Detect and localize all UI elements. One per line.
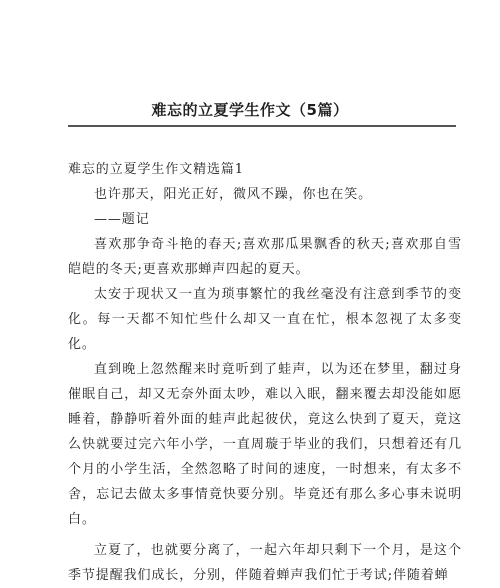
paragraph: 也许那天，阳光正好，微风不躁，你也在笑。: [94, 187, 373, 202]
paragraph: 立夏了，也就要分离了，一起六年却只剩下一个月，是这个季节提醒我们成长，分别，伴随着蝉声我们忙于考试;伴随着蝉: [68, 543, 462, 583]
paragraph: 直到晚上忽然醒来时竟听到了蛙声，以为还在梦里，翻过身催眠自己，却又无奈外面太吵，难以入眠，翻来覆去却没能如愿睡着，静静听着外面的蛙声此起彼伏，竟这么快到了夏天，竟这么快就要过完六年小学，一直周璇于毕业的我们，只想着还有几个月的小学生活，全然忽略了时间的速度，一时想来，有太多不舍，忘记去做太多事情竟快要分别。毕竟还有那么多心事未说明白。: [68, 362, 462, 527]
section-heading: 难忘的立夏学生作文精选篇1: [68, 162, 244, 177]
paragraph: 喜欢那争奇斗艳的春天;喜欢那瓜果飘香的秋天;喜欢那自雪皑皑的冬天;更喜欢那蝉声四起的夏天。: [68, 237, 462, 277]
document-body: [68, 157, 462, 588]
title-divider: [68, 125, 456, 127]
document-title: 难忘的立夏学生作文（5篇）: [151, 101, 349, 119]
paragraph: 太安于现状又一直为琐事繁忙的我丝毫没有注意到季节的变化。每一天都不知忙些什么却又一直在忙，根本忽视了太多变化。: [68, 287, 462, 352]
epigraph-attribution: ——题记: [94, 212, 150, 227]
